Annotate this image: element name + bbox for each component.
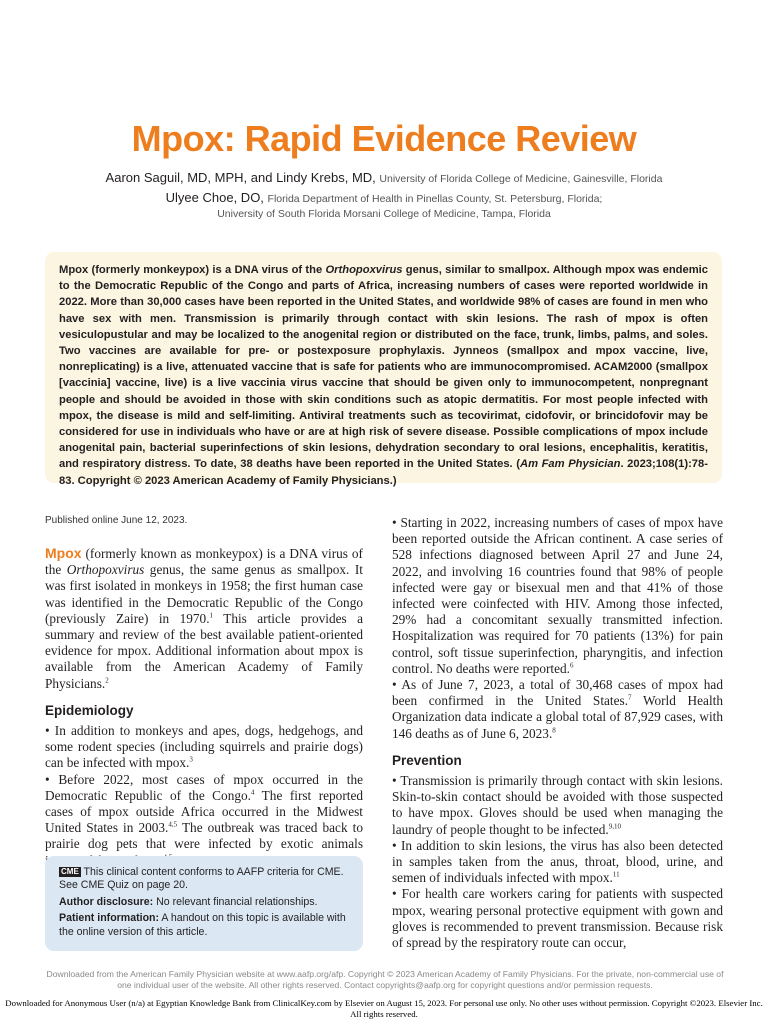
intro-paragraph [45,545,363,692]
author-disclosure [59,896,349,909]
author-line-2 [0,190,768,205]
reference-marker: 1 [209,611,214,620]
abstract-citation: . 2023;108(1):78-83. Copyright © 2023 American Academy of Family Physicians.) [59,458,708,487]
reference-marker: 11 [612,870,620,879]
author-name: Ulyee Choe, DO, [165,190,264,205]
author-affiliation-line-3: University of South Florida Morsani College of Medicine, Tampa, Florida [217,208,551,220]
reference-marker: 3 [189,756,193,765]
author-affiliation: University of Florida College of Medicine, Gainesville, Florida [379,173,663,185]
abstract-text: genus, similar to smallpox. Although mpox was endemic to the Democratic Republic of the Congo and parts of Africa, increasing numbers of cases were reported worldwide in 2022. More than 30,000 cases have been reported in the United States, and worldwide 98% of cases are found in men who have sex with men. Transmission is primarily through contact with skin lesions. The rash of mpox is often vesiculopustular and may be localized to the anogenital region or distributed on the face, trunk, limbs, palms, and soles. Two vaccines are available for pre- or postexposure prophylaxis. Jynneos (smallpox and mpox vaccine, live, nonreplicating) is a live, attenuated vaccine that is safe for patients who are immunocompromised. ACAM2000 (smallpox [vaccinia] vaccine, live) is a live vaccinia virus vaccine that should be given only to immunocompetent, nonpregnant people and should be avoided in those with skin conditions such as atopic dermatitis. For most people infected with mpox, the disease is mild and self-limiting. Antiviral treatments such as tecovirimat, cidofovir, or brincidofovir may be considered for use in individuals who have or are at high risk of severe disease. Possible complications of mpox include anogenital pain, bacterial superinfections of skin lesions, dehydration secondary to oral lesions, encephalitis, keratitis, and respiratory distress. To date, 38 deaths have been reported in the United States. ( [59,264,708,471]
aafp-copyright-footer: Downloaded from the American Family Physician website at www.aafp.org/afp. Copyright © 2023 American Academy of Family Physicians. For the private, non-commercial use of one individual user of the website. All other rights reserved. Contact copyrights@aafp.org for copyright questions and/or permission requests. [46,969,724,990]
bullet-text: • Starting in 2022, increasing numbers of cases of mpox have been reported outside the African continent. A case series of 528 infections diagnosed between April 27 and June 24, 2022, and involving 16 countries found that 98% of people infected were gay or bisexual men and that 41% of those infected were coinfected with HIV. Among those infected, 29% had a concomitant sexually transmitted infection. Hospitalization was required for 70 patients (13%) for pain control, soft tissue superinfection, pharyngitis, and infection control. No deaths were reported. [392,515,723,676]
cme-badge: CME [61,867,79,876]
patient-info-text: A handout on this topic is available with the online version of this article. [59,912,346,938]
abstract-journal-name: Am Fam Physician [519,458,621,471]
bullet-text: • In addition to monkeys and apes, dogs, hedgehogs, and some rodent species (including squirrels and prairie dogs) can be infected with mpox. [45,723,363,771]
reference-marker: 4,5 [168,820,178,829]
bullet-text: • For health care workers caring for patients with suspected mpox, wearing personal protective equipment with gown and gloves is recommended to prevent transmission. Because risk of spread by the respiratory route can occur, [392,886,723,951]
bullet-text: The first reported cases of mpox outside Africa occurred in the Midwest United States in 2003. [45,787,363,836]
cme-note [59,866,349,893]
reference-marker: 9,10 [608,822,621,831]
bullet-item [392,773,723,838]
intro-text: (formerly known as monkeypox) is a DNA virus of the [45,546,363,578]
bullet-text: • In addition to skin lesions, the virus has also been detected in samples taken from the anus, throat, blood, urine, and semen of individuals infected with mpox. [392,837,723,886]
reference-marker: 7 [628,693,632,702]
author-names: Aaron Saguil, MD, MPH, and Lindy Krebs, MD, [105,170,376,185]
disclosure-text: No relevant financial relationships. [153,895,318,908]
bullet-item [392,838,723,887]
intro-text: genus, the same genus as smallpox. It was first isolated in monkeys in 1958; the first human case was identified in the Democratic Republic of the Congo (previously Zaire) in 1970. [45,562,363,626]
intro-genus: Orthopoxvirus [66,562,145,578]
author-line-1 [0,170,768,185]
published-date: Published online June 12, 2023. [45,515,188,526]
lead-word: Mpox [45,545,82,561]
abstract-text: Mpox (formerly monkeypox) is a DNA virus of the [59,264,326,276]
right-column [392,515,723,951]
author-affiliation: Florida Department of Health in Pinellas County, St. Petersburg, Florida; [267,193,603,205]
section-heading-epidemiology: Epidemiology [45,702,134,718]
reference-marker: 6 [569,661,574,670]
bullet-item [392,886,723,951]
cme-info-box [45,856,363,951]
abstract-genus: Orthopoxvirus [325,264,403,276]
article-title: Mpox: Rapid Evidence Review [131,118,637,159]
reference-marker: 2 [105,676,109,685]
bullet-text: The outbreak was traced back to prairie dog pets that were infected by exotic animals [45,820,363,852]
intro-text: This article provides a summary and review of the best available patient-oriented evidence for mpox. Additional information about mpox is available from the American Academy of Family Physicians. [45,610,364,691]
cme-text: This clinical content conforms to AAFP criteria for CME. See CME Quiz on page 20. [59,866,344,892]
disclosure-label: Author disclosure: [59,895,154,908]
clinicalkey-download-footer: Downloaded for Anonymous User (n/a) at Egyptian Knowledge Bank from ClinicalKey.com by Elsevier on August 15, 2023. For personal use only. No other uses without permission. Copyright ©2023. Elsevier Inc. All rights reserved. [5,998,763,1019]
reference-marker: 8 [552,726,556,735]
bullet-item [392,515,723,677]
bullet-item [45,723,363,772]
patient-info-label: Patient information: [59,912,160,925]
bullet-item [45,772,363,869]
patient-information [59,912,349,939]
bullet-text: World Health Organization data indicate a global total of 87,929 cases, with 146 deaths as of June 6, 2023. [392,693,723,741]
left-column [45,545,363,869]
bullet-text: • As of June 7, 2023, a total of 30,468 cases of mpox had been confirmed in the United States. [392,677,723,709]
bullet-text: • Before 2022, most cases of mpox occurred in the Democratic Republic of the Congo. [45,771,363,803]
abstract-box [45,252,722,487]
section-heading-prevention: Prevention [392,752,462,768]
bullet-text: • Transmission is primarily through contact with skin lesions. Skin-to-skin contact should be avoided with those suspected to have mpox. Gloves should be used when managing the laundry of people thought to be infected. [392,773,723,837]
reference-marker: 4 [250,788,255,797]
bullet-item [392,677,723,742]
